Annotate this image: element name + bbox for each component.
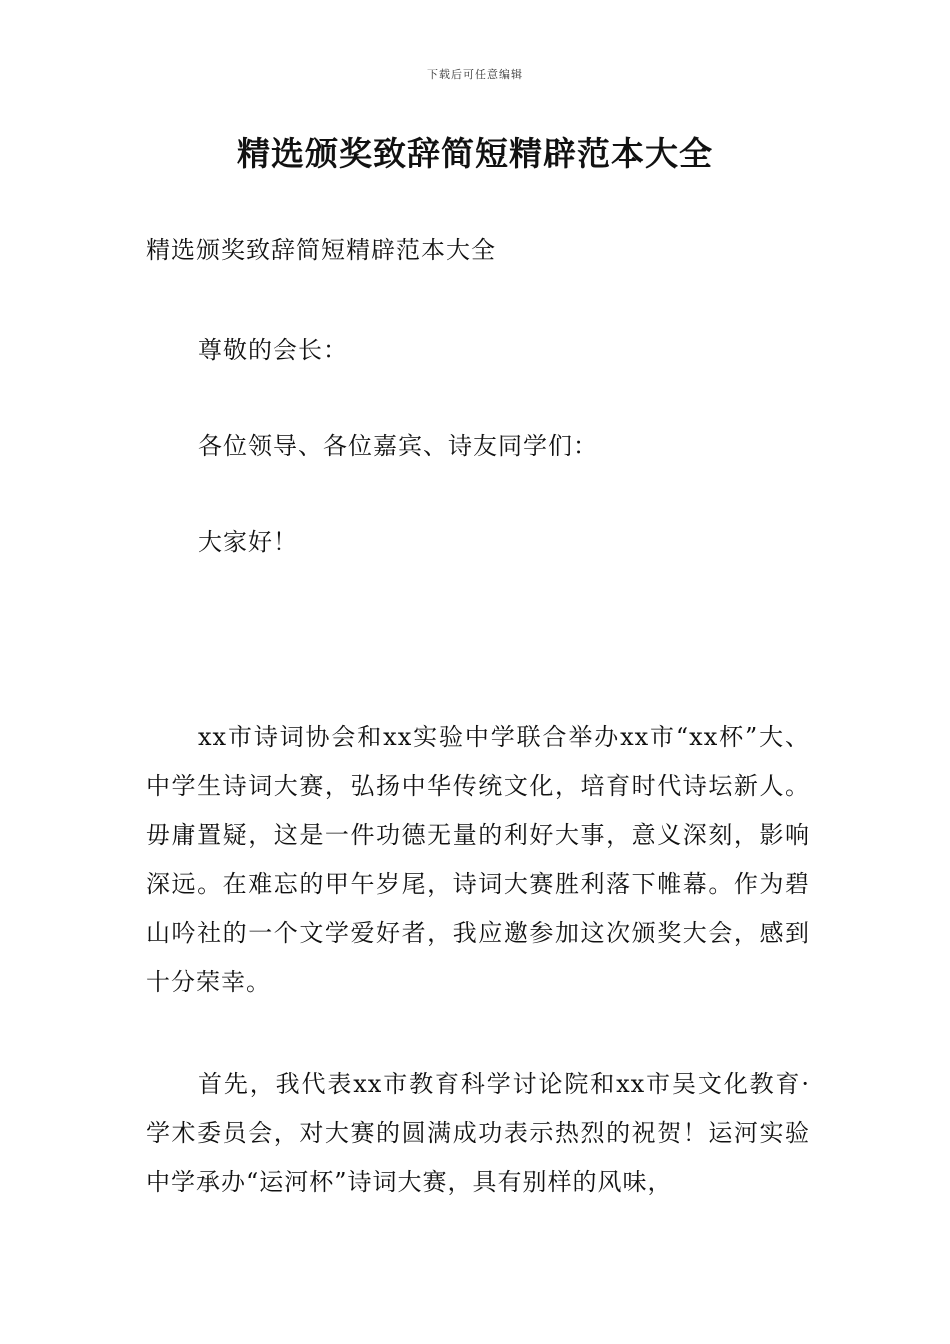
- paragraph-2: 首先，我代表xx市教育科学讨论院和xx市吴文化教育·学术委员会，对大赛的圆满成功表示热烈的祝贺！运河实验中学承办“运河杯”诗词大赛，具有别样的风味，: [146, 1070, 810, 1196]
- document-subtitle: 精选颁奖致辞简短精辟范本大全: [146, 236, 496, 264]
- paragraph-1: xx市诗词协会和xx实验中学联合举办xx市“xx杯”大、中学生诗词大赛，弘扬中华传统文化，培育时代诗坛新人。毋庸置疑，这是一件功德无量的利好大事，意义深刻，影响深远。在难忘的甲午岁尾，诗词大赛胜利落下帷幕。作为碧山吟社的一个文学爱好者，我应邀参加这次颁奖大会，感到十分荣幸。: [146, 723, 810, 996]
- salutation-2: 各位领导、各位嘉宾、诗友同学们：: [198, 432, 598, 460]
- page-title: 精选颁奖致辞简短精辟范本大全: [237, 134, 713, 173]
- header-note: 下载后可任意编辑: [427, 68, 523, 81]
- salutation-1: 尊敬的会长：: [198, 336, 348, 364]
- greeting: 大家好！: [198, 528, 298, 556]
- document-body: [146, 226, 810, 1207]
